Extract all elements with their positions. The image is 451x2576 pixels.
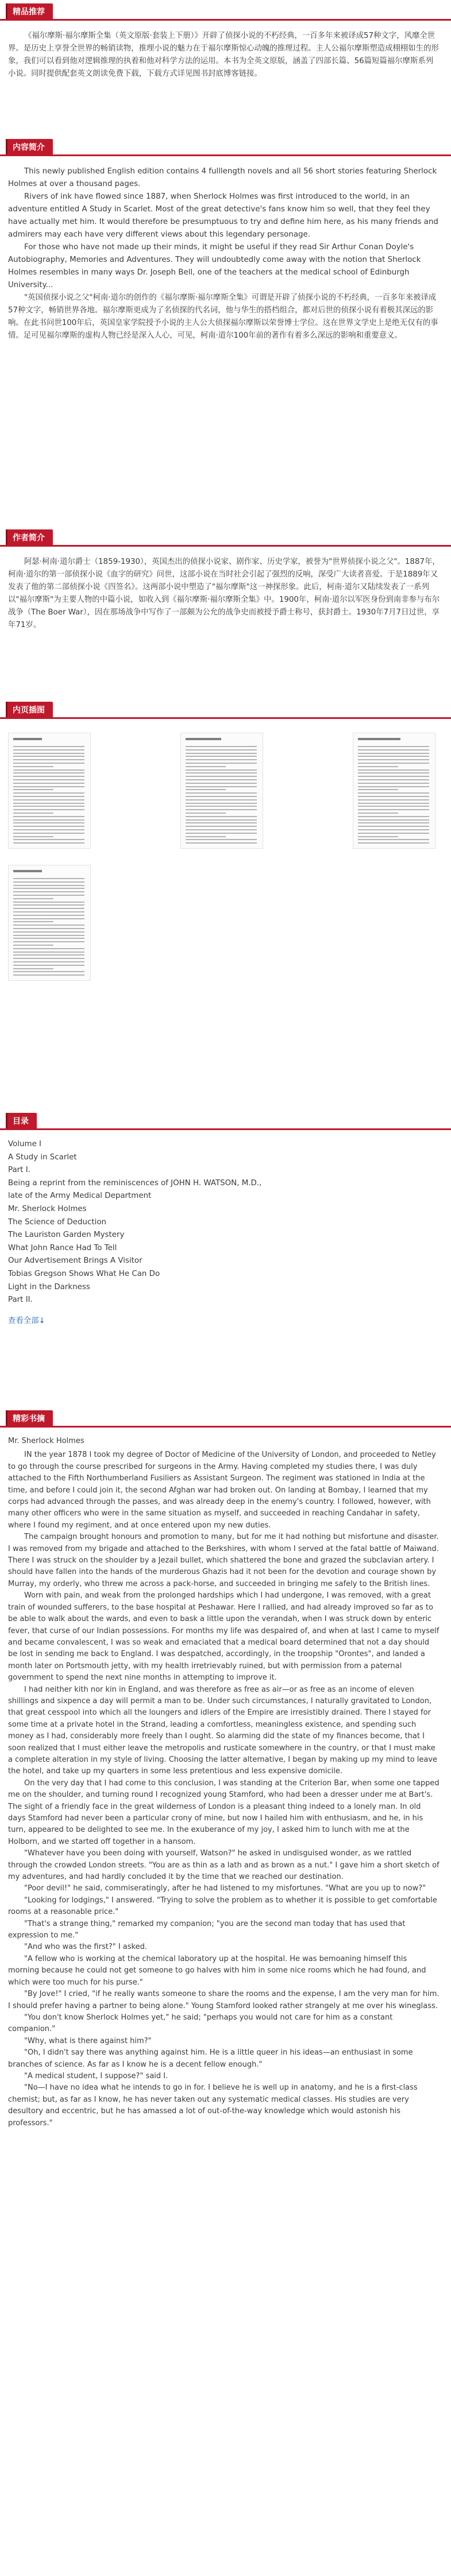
thumb-text-line [13,833,84,834]
author-paragraph: 阿瑟·柯南·道尔爵士（1859-1930），英国杰出的侦探小说家、剧作家、历史学家，被誉为"世界侦探小说之父"。1887年，柯南·道尔的第一部侦探小说《血字的研究》问世，这部小说在当时社会引起了强烈的反响，深受广大读者喜爱。于是1889年又发表了他的第二部侦探小说《四签名》。这两部小说中塑造了"福尔摩斯"这一神探形象。此后，柯南·道尔又陆续发表了一系列以"福尔摩斯"为主要人物的中篇小说，如收入到《福尔摩斯·福尔摩斯全集》中。1900年，柯南·道尔以军医身份到南非参与布尔战争（The Boer War），因在那场战争中写作了一部颇为公允的战争史而被授予爵士称号，获封爵士。1930年7月7日过世，享年71岁。 [8,558,440,629]
section-title: 作者简介 [6,529,53,547]
thumb-text-line [358,813,398,814]
thumb-text-line [13,809,84,810]
thumb-text-line [186,749,257,751]
section-header [0,1407,451,1428]
excerpt-paragraph: "No—I have no idea what he intends to go in for. I believe he is well up in anatomy, and he is a first-class chemist; but, as far as I know, he has never taken out any systematic medical classes. His studies are very desultory and eccentric, but he has amassed a lot of out-of-the-way knowledge which would astonish his professors." [8,2083,418,2128]
thumb-text-line [186,839,257,840]
excerpt-paragraph: "And who was the first?" I asked. [24,1943,147,1952]
excerpt-paragraph: "A fellow who is working at the chemical laboratory up at the hospital. He was bemoaning himself this morning because he could not get someone to go halves with him in some nice rooms which he had found, and which were too much for his purse." [8,1954,426,1987]
section-recommend [0,0,451,78]
thumb-text-line [358,829,429,830]
section-toc [0,1109,451,1325]
thumb-text-line [186,776,257,777]
thumb-text-line [186,826,257,827]
thumb-text-line [186,799,257,800]
thumb-text-line [13,749,84,751]
thumb-text-line [13,836,53,837]
thumb-text-line [13,891,84,892]
section-title: 内页插图 [6,702,53,719]
thumb-text-line [13,965,84,966]
thumb-text-line [358,819,429,821]
section-divider [0,19,451,21]
thumb-text-line [13,974,84,976]
excerpt-paragraph: "A medical student, I suppose?" said I. [24,2071,168,2080]
intro-paragraph: This newly published English edition contains 4 fulllength novels and all 56 short stories featuring Sherlock Holmes at over a thousand pages. [8,167,437,188]
excerpt-heading: Mr. Sherlock Holmes [8,1437,84,1445]
thumb-heading-line [358,738,400,740]
thumb-text-line [13,796,84,797]
intro-paragraph: "英国侦探小说之父"柯南·道尔的创作的《福尔摩斯·福尔摩斯全集》可谓是开辟了侦探小说的不朽经典，一百多年来被译成57种文字，畅销世界各地。福尔摩斯更成为了名侦探的代名词，他与华生的搭档组合，都对后世的侦探小说有着极其深远的影响。在此书问世100年后，英国皇家学院授予小说的主人公大侦探福尔摩斯以荣誉博士学位。这在世界文学史上是绝无仅有的事情。足可见福尔摩斯的虚构人物已经是深入人心，可见，柯南·道尔100年前的著作有着多么深远的影响和重要意义。 [8,293,438,340]
thumb-text-line [358,839,429,840]
thumb-text-line [358,746,429,747]
intro-paragraph: For those who have not made up their minds, it might be useful if they read Sir Arthur Conan Doyle's Autobiography, Memories and Adventures. They will undoubtedly come away with the notion that Sherlock Holmes resembles in many ways Dr. Joseph Bell, one of the teachers at the medical school of Edinburgh University... [8,243,421,289]
section-divider [0,1128,451,1130]
thumb-text-line [186,769,257,771]
thumb-text-line [358,753,429,754]
thumb-text-line [13,948,84,949]
thumb-text-line [13,938,84,939]
intro-paragraph: Rivers of ink have flowed since 1887, when Sherlock Holmes was first introduced to the world, in an adventure entitled A Study in Scarlet. Most of the great detective's fans know him so well, that they feel they have actually met him. It would therefore be presumptuous to try and define him here, as his many friends and admirers may each have very different views about this legendary personage. [8,192,438,239]
thumb-text-line [186,833,257,834]
thumb-text-line [358,806,429,807]
thumb-text-line [13,756,84,757]
section-header [0,698,451,719]
thumb-text-line [13,925,84,926]
thumb-text-line [358,769,429,771]
thumb-text-line [13,842,84,844]
excerpt-paragraph: I had neither kith nor kin in England, and was therefore as free as air—or as free as an income of eleven shillings and sixpence a day will permit a man to be. Under such circumstances, I naturally gravitated to London, that great cesspool into which all the loungers and idlers of the Empire are irresistibly drained. There I stayed for some time at a private hotel in the Strand, leading a comfortless, meaningless existence, and spending such money as I had, considerably more freely than I ought. So alarming did the state of my finances become, that I soon realized that I must either leave the metropolis and rusticate somewhere in the country, or that I must make a complete alteration in my style of living. Choosing the latter alternative, I began by making up my mind to leave the hotel, and take up my quarters in some less pretentious and less expensive domicile. [8,1685,438,1776]
thumb-text-line [13,885,84,886]
thumb-text-line [186,836,226,837]
thumb-text-line [13,928,84,929]
toc-item: The Lauriston Garden Mystery [8,1231,125,1240]
thumb-text-line [358,759,429,760]
recommend-paragraph: 《福尔摩斯·福尔摩斯全集（英文原版·套装上下册）》开辟了侦探小说的不朽经典，一百多年来被译成57种文字，风靡全世界。是历史上享誉全世界的畅销读物，推理小说的魅力在于福尔摩斯惊心动魄的推理过程。主人公福尔摩斯塑造成栩栩如生的形象，我们可以看到他对逻辑推理的执着和他对科学方法的运用。本书为全英文原版，涵盖了四部长篇、56篇短篇福尔摩斯系列小说。同时提供配套英文朗读免费下载，下载方式详见图书封底博客链接。 [8,32,439,78]
thumb-text-line [358,779,429,780]
thumb-text-line [13,931,84,933]
section-header [0,0,451,21]
thumb-text-line [186,819,257,821]
thumb-text-line [13,921,53,922]
thumb-text-line [358,809,429,810]
toc-list [8,1138,440,1328]
thumb-text-line [13,779,84,780]
thumb-text-line [13,746,84,747]
thumb-text-line [13,902,84,903]
excerpt-paragraph: "That's a strange thing," remarked my companion; "you are the second man today that has used that expression to me." [8,1919,406,1940]
thumb-heading-line [186,738,221,740]
excerpt-paragraph: "Why, what is there against him?" [24,2036,152,2045]
thumb-text-line [186,806,257,807]
excerpt-paragraph: "Poor devil!" he said, commiseratingly, after he had listened to my misfortunes. "What are you up to now?" [24,1884,426,1893]
thumb-text-line [13,839,84,840]
thumb-text-line [186,766,226,767]
thumb-text-line [13,971,84,972]
section-header [0,1109,451,1130]
thumb-text-line [358,816,429,817]
thumb-text-line [186,829,257,830]
toc-item: Being a reprint from the reminiscences of JOHN H. WATSON, M.D., [8,1178,262,1188]
thumb-text-line [358,833,429,834]
inner-page-image [8,733,91,849]
thumb-text-line [13,968,53,969]
excerpt-paragraph: "By Jove!" I cried, "if he really wants someone to share the rooms and the expense, I am the very man for him. I should prefer having a partner to being alone." Young Stamford looked rather strangely at me over his wineglass. [8,1990,440,2010]
recommend-body [8,30,440,80]
thumb-text-line [358,783,429,784]
thumb-text-line [186,786,257,787]
thumb-text-line [13,952,84,953]
inner-page-image [180,733,263,849]
excerpt-paragraph: The campaign brought honours and promotion to many, but for me it had nothing but misfortune and disaster. I was removed from my brigade and attached to the Berkshires, with whom I served at the fatal battle of Maiwand. There I was struck on the shoulder by a Jezail bullet, which shattered the bone and grazed the subclavian artery. I should have fallen into the hands of the murderous Ghazis had it not been for the devotion and courage shown by Murray, my orderly, who threw me across a pack-horse, and succeeded in bringing me safely to the British lines. [8,1533,439,1588]
thumb-text-line [13,813,53,814]
thumb-text-line [358,792,429,794]
view-all-link[interactable]: 查看全部↓ [8,1316,45,1325]
thumb-text-line [13,819,84,821]
thumb-text-line [13,792,84,794]
thumb-text-line [186,813,226,814]
section-divider [0,1426,451,1428]
thumb-text-line [13,826,84,827]
toc-item: The Science of Deduction [8,1217,107,1227]
thumb-text-line [13,904,84,906]
thumb-text-line [358,763,429,764]
excerpt-paragraph: "Oh, I didn't say there was anything against him. He is a little queer in his ideas—an enthusiast in some branches of science. As far as I know he is a decent fellow enough." [8,2048,413,2069]
thumb-text-line [13,769,84,771]
thumb-heading-line [13,870,42,872]
thumb-text-line [186,816,257,817]
thumb-text-line [186,822,257,823]
toc-item: Light in the Darkness [8,1282,90,1291]
thumb-text-line [13,816,84,817]
toc-item: Part II. [8,1295,33,1305]
toc-item: What John Rance Had To Tell [8,1243,117,1252]
thumb-text-line [13,763,84,764]
thumb-text-line [358,796,429,797]
thumb-text-line [358,836,398,837]
thumb-text-line [13,799,84,800]
thumb-text-line [358,822,429,823]
thumb-text-line [13,753,84,754]
thumb-text-line [13,895,84,896]
thumb-text-line [186,763,257,764]
thumb-text-line [358,826,429,827]
thumb-heading-line [13,738,42,740]
thumb-text-line [186,809,257,810]
toc-item: Our Advertisement Brings A Visitor [8,1256,142,1266]
thumb-text-line [13,945,53,946]
thumb-text-line [13,789,53,790]
thumb-text-line [186,779,257,780]
excerpt-paragraph: Worn with pain, and weak from the prolonged hardships which I had undergone, I was removed, with a great train of wounded sufferers, to the base hospital at Peshawar. Here I rallied, and had already improved so far as to be able to walk about the wards, and even to bask a little upon the verandah, when I was struck down by enteric fever, that curse of our Indian possessions. For months my life was despaired of, and when at last I came to myself and became convalescent, I was so weak and emaciated that a medical board determined that not a day should be lost in sending me back to England. I was despatched, accordingly, in the troopship "Orontes", and landed a month later on Portsmouth jetty, with my health irretrievably ruined, but with permission from a paternal government to spend the next nine months in attempting to improve it. [8,1591,440,1682]
thumb-text-line [13,878,84,879]
author-body [8,556,440,632]
excerpt-paragraph: On the very day that I had come to this conclusion, I was standing at the Criterion Bar, when some one tapped me on the shoulder, and turning round I recognized young Stamford, who had been a dresser under me at Bart's. The sight of a friendly face in the great wilderness of London is a pleasant thing indeed to a lonely man. In old days Stamford had never been a particular crony of mine, but now I hailed him with enthusiasm, and he, in his turn, appeared to be delighted to see me. In the exuberance of my joy, I asked him to lunch with me at the Holborn, and we started off together in a hansom. [8,1778,440,1846]
thumb-text-line [358,842,429,844]
thumb-text-line [13,786,84,787]
thumb-text-line [13,783,84,784]
toc-item: Part I. [8,1166,30,1175]
thumb-text-line [358,776,429,777]
thumb-text-line [358,789,398,790]
excerpt-paragraph: "Whatever have you been doing with yourself, Watson?" he asked in undisguised wonder, as we rattled through the crowded London streets. "You are as thin as a lath and as brown as a nut." I gave him a short sketch of my adventures, and had hardly concluded it by the time that we reached our destination. [8,1849,440,1882]
thumb-text-line [13,888,84,889]
section-content-intro [0,136,451,340]
thumb-text-line [186,842,257,844]
toc-item: Volume Ⅰ [8,1140,42,1148]
section-title: 精彩书摘 [6,1410,53,1428]
thumb-text-line [13,958,84,959]
thumb-text-line [13,915,84,916]
excerpt-paragraph: "You don't know Sherlock Holmes yet," he said; "perhaps you would not care for him as a constant companion." [8,2013,393,2034]
thumb-text-line [186,756,257,757]
thumb-text-line [13,803,84,804]
thumb-text-line [13,961,84,962]
thumb-text-line [13,911,84,912]
thumb-text-line [13,881,84,883]
section-divider [0,545,451,547]
thumb-text-line [358,772,429,773]
section-author [0,526,451,629]
thumb-text-line [13,935,84,936]
section-divider [0,717,451,719]
thumb-text-line [13,776,84,777]
section-title: 目录 [6,1113,37,1130]
thumb-text-line [13,822,84,823]
inner-page-image [353,733,435,849]
thumb-text-line [358,766,398,767]
section-inner-pages [0,698,451,719]
inner-page-image [8,865,91,981]
toc-item: late of the Army Medical Department [8,1192,152,1201]
thumb-text-line [13,766,53,767]
thumb-text-line [186,796,257,797]
toc-item: Mr. Sherlock Holmes [8,1204,87,1213]
thumb-text-line [186,783,257,784]
thumb-text-line [13,759,84,760]
section-divider [0,154,451,156]
thumb-text-line [13,954,84,956]
thumb-text-line [358,803,429,804]
thumb-text-line [13,772,84,773]
thumb-text-line [186,759,257,760]
section-header [0,136,451,156]
thumb-text-line [13,829,84,830]
excerpt-body [8,1436,440,2129]
thumb-text-line [358,749,429,751]
excerpt-paragraph: IN the year 1878 I took my degree of Doctor of Medicine of the University of London, and proceeded to Netley to go through the course prescribed for surgeons in the Army. Having completed my studies there, I was duly attached to the Fifth Northumberland Fusiliers as Assistant Surgeon. The regiment was stationed in India at the time, and before I could join it, the second Afghan war had broken out. On landing at Bombay, I learned that my corps had advanced through the passes, and was already deep in the enemy's country. I followed, however, with many other officers who were in the same situation as myself, and succeeded in reaching Candahar in safety, where I found my regiment, and at once entered upon my new duties. [8,1451,436,1530]
inner-page-thumbnails [8,733,445,1020]
thumb-text-line [186,789,226,790]
thumb-text-line [186,772,257,773]
thumb-text-line [186,803,257,804]
section-title: 精品推荐 [6,3,53,21]
thumb-text-line [13,941,84,942]
thumb-text-line [186,792,257,794]
content-intro-body [8,165,440,342]
section-excerpt [0,1407,451,2128]
thumb-text-line [186,753,257,754]
thumb-text-line [13,918,84,919]
excerpt-paragraph: "Looking for lodgings," I answered. "Trying to solve the problem as to whether it is possible to get comfortable rooms at a reasonable price." [8,1896,437,1917]
thumb-text-line [13,898,53,899]
thumb-text-line [13,908,84,909]
thumb-text-line [358,799,429,800]
section-title: 内容简介 [6,139,53,156]
toc-item: Tobias Gregson Shows What He Can Do [8,1269,160,1278]
thumb-text-line [358,756,429,757]
section-header [0,526,451,547]
thumb-text-line [13,806,84,807]
thumb-text-line [358,786,429,787]
thumb-text-line [186,746,257,747]
toc-item: A Study in Scarlet [8,1152,77,1162]
